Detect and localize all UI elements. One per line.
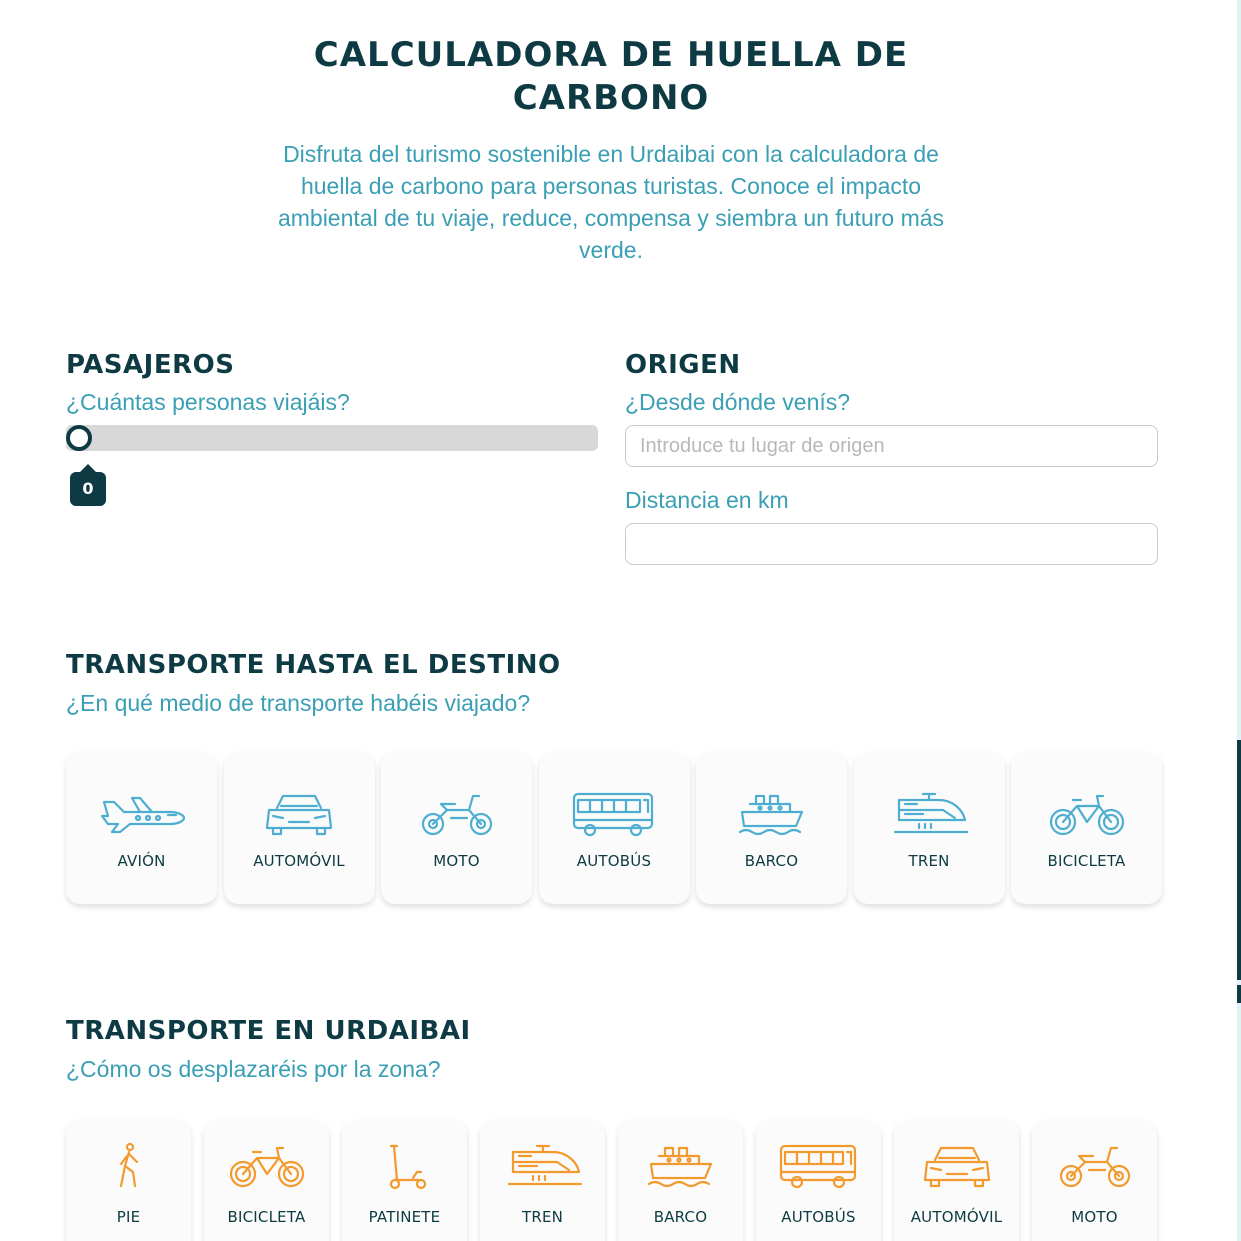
- option-label: AUTOBÚS: [576, 852, 652, 870]
- option-pie[interactable]: [66, 1120, 191, 1241]
- option-bicicleta[interactable]: [204, 1120, 329, 1241]
- option-label: AVIÓN: [117, 852, 166, 870]
- option-patinete[interactable]: [342, 1120, 467, 1241]
- passengers-slider-thumb[interactable]: [66, 425, 92, 451]
- option-label: BARCO: [653, 1208, 708, 1226]
- transport-urdaibai-title: TRANSPORTE EN URDAIBAI: [66, 1016, 471, 1046]
- option-tren[interactable]: [480, 1120, 605, 1241]
- option-label: MOTO: [1071, 1208, 1118, 1226]
- scrollbar-track[interactable]: [1237, 0, 1241, 1241]
- page-title: CALCULADORA DE HUELLA DE CARBONO: [313, 35, 909, 118]
- bicycle-icon: [225, 1142, 309, 1190]
- distance-label: Distancia en km: [625, 487, 789, 513]
- transport-destination-title: TRANSPORTE HASTA EL DESTINO: [66, 650, 561, 680]
- option-label: PATINETE: [368, 1208, 441, 1226]
- plane-icon: [96, 790, 188, 838]
- option-autobus[interactable]: [756, 1120, 881, 1241]
- origin-title: ORIGEN: [625, 350, 741, 380]
- motorcycle-icon: [411, 790, 503, 838]
- transport-destination-options: [66, 752, 1162, 904]
- passengers-value-badge: 0: [70, 472, 106, 506]
- ship-icon: [639, 1142, 723, 1190]
- option-barco[interactable]: [696, 752, 847, 904]
- option-label: AUTOBÚS: [781, 1208, 856, 1226]
- bicycle-icon: [1041, 790, 1133, 838]
- option-label: AUTOMÓVIL: [253, 852, 345, 870]
- option-barco[interactable]: [618, 1120, 743, 1241]
- intro-text: Disfruta del turismo sostenible en Urdaibai con la calculadora de huella de carbono para personas turistas. Conoce el impacto ambiental de tu viaje, reduce, compensa y siembra un futuro más verde.: [277, 141, 945, 263]
- train-icon: [883, 790, 975, 838]
- option-label: TREN: [521, 1208, 564, 1226]
- transport-urdaibai-options: [66, 1120, 1157, 1241]
- transport-destination-question: ¿En qué medio de transporte habéis viajado?: [66, 690, 531, 716]
- option-label: MOTO: [433, 852, 480, 870]
- ship-icon: [726, 790, 818, 838]
- option-avion[interactable]: [66, 752, 217, 904]
- option-tren[interactable]: [854, 752, 1005, 904]
- origin-input[interactable]: [625, 425, 1158, 467]
- origin-question: ¿Desde dónde venís?: [625, 389, 851, 415]
- train-icon: [501, 1142, 585, 1190]
- option-bicicleta[interactable]: [1011, 752, 1162, 904]
- passengers-slider-track[interactable]: [66, 425, 598, 451]
- distance-input[interactable]: [625, 523, 1158, 565]
- car-icon: [253, 790, 345, 838]
- option-label: BARCO: [744, 852, 799, 870]
- passengers-title: PASAJEROS: [66, 350, 235, 380]
- option-label: PIE: [116, 1208, 141, 1226]
- transport-urdaibai-question: ¿Cómo os desplazaréis por la zona?: [66, 1056, 441, 1082]
- option-moto[interactable]: [381, 752, 532, 904]
- bus-icon: [568, 790, 660, 838]
- option-label: BICICLETA: [227, 1208, 306, 1226]
- car-icon: [915, 1142, 999, 1190]
- scrollbar-thumb[interactable]: [1237, 740, 1241, 980]
- motorcycle-icon: [1053, 1142, 1137, 1190]
- option-autobus[interactable]: [539, 752, 690, 904]
- passengers-question: ¿Cuántas personas viajáis?: [66, 389, 350, 415]
- scrollbar-marker: [1237, 985, 1241, 1003]
- page-header: [0, 34, 1222, 266]
- option-automovil[interactable]: [894, 1120, 1019, 1241]
- walking-icon: [87, 1142, 171, 1190]
- scooter-icon: [363, 1142, 447, 1190]
- bus-icon: [777, 1142, 861, 1190]
- option-automovil[interactable]: [224, 752, 375, 904]
- option-label: BICICLETA: [1047, 852, 1126, 870]
- option-label: AUTOMÓVIL: [910, 1208, 1003, 1226]
- option-label: TREN: [908, 852, 950, 870]
- option-moto[interactable]: [1032, 1120, 1157, 1241]
